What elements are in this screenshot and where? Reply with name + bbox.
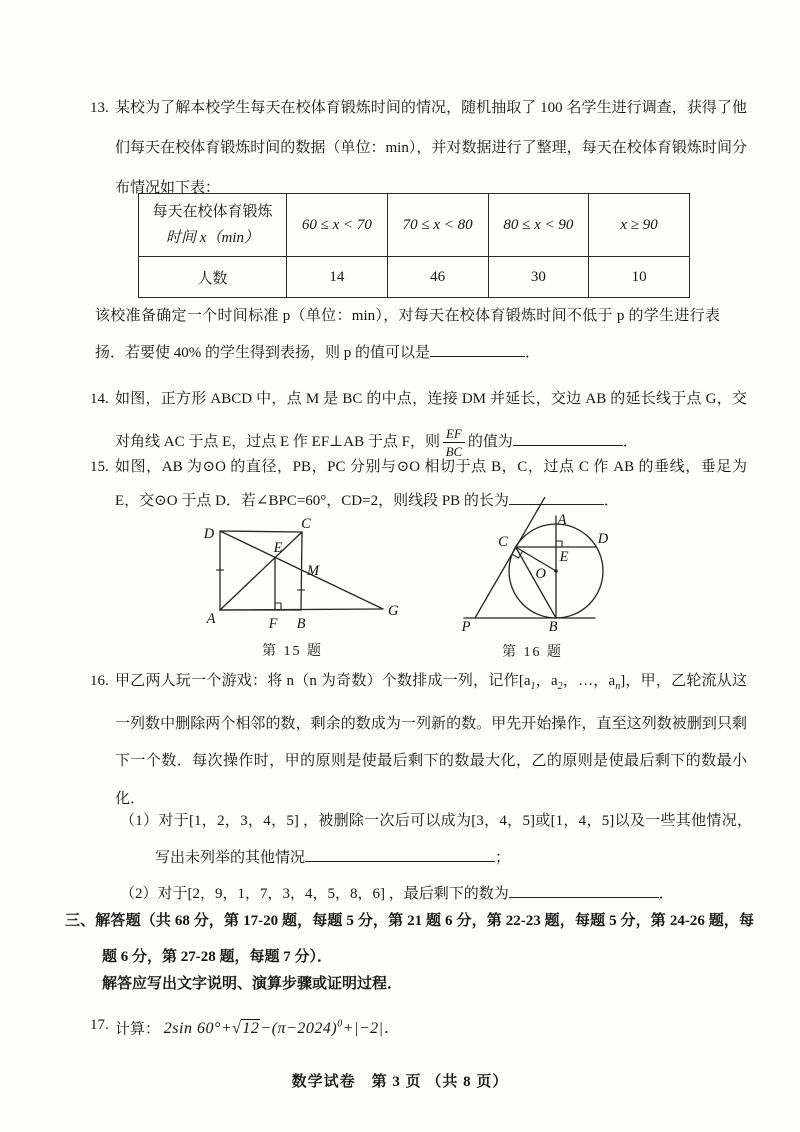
table-col-80-90: 80 ≤ x < 90: [488, 194, 589, 257]
question-16-number: 16.: [90, 673, 109, 689]
table-col-70-80: 70 ≤ x < 80: [387, 194, 488, 257]
q13-answer-blank: [430, 342, 525, 357]
question-14-text: 如图，正方形 ABCD 中，点 M 是 BC 的中点，连接 DM 并延长，交边 AB 的延长线于点 G，交对角线 AC 于点 E，过点 E 作 EF⊥AB 于点 F，则: [115, 391, 747, 450]
fig16-label-o: O: [535, 566, 546, 582]
q16-item2-blank: [509, 883, 659, 898]
figure-16-caption: 第 16 题: [502, 645, 563, 660]
question-17-expression: 2sin $60^\circ+√12-(\pi-2024)^0+|-2|$．: [163, 1019, 401, 1038]
figure-16: [450, 497, 615, 661]
table-data-row: [139, 257, 690, 298]
table-header-row: [139, 194, 690, 257]
page-footer: 数学试卷 第 3 页 （共 8 页）: [291, 1074, 509, 1090]
fig16-label-a: A: [557, 512, 567, 528]
question-16: [90, 663, 747, 818]
question-14-number: 14.: [90, 391, 109, 407]
question-13-number: 13.: [90, 100, 109, 116]
question-13: [90, 88, 747, 208]
figure-15-diagram: [185, 514, 400, 632]
question-16-item-1: （1）对于[1，2，3，4，5] ，被删除一次后可以成为[3，4，5]或[1，4，5]以及一些其他情况，写出未列举的其他情况 ；: [120, 813, 752, 866]
fig16-label-p: P: [461, 619, 471, 633]
table-val-2: 46: [387, 257, 488, 298]
fraction-ef-bc: $\frac{EF}{BC}$: [443, 426, 465, 459]
question-15: 15. 如图，AB 为⊙O 的直径，PB，PC 分别与⊙O 相切于点 B，C，过点 C 作 AB 的垂线，垂足为 E，交⊙O 于点 D．若∠BPC=60°，CD=2，则线段 PB 的长为 ．: [90, 450, 747, 518]
q14-answer-blank: [513, 431, 623, 446]
fig15-label-m: M: [307, 563, 320, 579]
fig15-label-g: G: [388, 603, 399, 619]
fig15-label-d: D: [203, 526, 215, 542]
question-13-text: 某校为了解本校学生每天在校体育锻炼时间的情况，随机抽取了 100 名学生进行调查，获得了他们每天在校体育锻炼时间的数据（单位：min），并对数据进行了整理，每天在校体育锻炼时间分布情况如下表：: [115, 100, 747, 196]
fig15-label-f: F: [268, 616, 278, 632]
question-17: [90, 1005, 747, 1049]
figure-15: [185, 514, 400, 660]
fig15-label-b: B: [296, 616, 306, 632]
question-17-label: 计算：: [115, 1021, 161, 1038]
question-17-number: 17.: [90, 1017, 109, 1033]
fig16-label-d: D: [597, 531, 609, 547]
figure-16-diagram: [450, 497, 615, 633]
fig15-label-e: E: [273, 540, 283, 556]
question-14: 14. 如图，正方形 ABCD 中，点 M 是 BC 的中点，连接 DM 并延长，交边 AB 的延长线于点 G，交对角线 AC 于点 E，过点 E 作 EF⊥AB 于点 F，则 $\frac{EF}{BC}$ 的值为 ．: [90, 378, 747, 464]
table-header-time: 每天在校体育锻炼 时间 x（min）: [139, 194, 287, 257]
table-val-3: 30: [488, 257, 589, 298]
q13-frequency-table: [138, 193, 690, 298]
question-15-text: 如图，AB 为⊙O 的直径，PB，PC 分别与⊙O 相切于点 B，C，过点 C 作 AB 的垂线，垂足为 E，交⊙O 于点 D．若∠BPC=60°，CD=2，则线段 PB 的长为: [115, 459, 747, 509]
section-3-note: 解答应写出文字说明、演算步骤或证明过程．: [102, 976, 403, 992]
fig15-label-a: A: [206, 611, 216, 627]
question-16-item-2: （2）对于[2，9，1，7，3，4，5，8，6] ，最后剩下的数为 ．: [120, 876, 717, 913]
table-col-90plus: x ≥ 90: [589, 194, 690, 257]
section-3-title: 三、解答题（共 68 分，第 17-20 题，每题 5 分，第 21 题 6 分，第 22-23 题，每题 5 分，第 24-26 题，每题 6 分，第 27-28 题，每题 7 分）．: [65, 913, 754, 965]
q16-item1-blank: [305, 847, 495, 862]
fig16-label-e: E: [559, 549, 569, 565]
sqrt-symbol: √12: [232, 1020, 260, 1038]
figure-15-caption: 第 15 题: [262, 644, 323, 659]
fig15-label-c: C: [301, 516, 311, 532]
table-val-1: 14: [287, 257, 388, 298]
question-15-number: 15.: [90, 459, 109, 475]
table-val-4: 10: [589, 257, 690, 298]
fig16-label-b: B: [548, 619, 558, 633]
table-row-label: 人数: [139, 257, 287, 298]
table-col-60-70: 60 ≤ x < 70: [287, 194, 388, 257]
question-13-note: 该校准备确定一个时间标准 p（单位：min），对每天在校体育锻炼时间不低于 p 的学生进行表扬．若要使 40% 的学生得到表扬，则 p 的值可以是 ．: [95, 308, 720, 361]
question-16-text: 甲乙两人玩一个游戏：将 n（n 为奇数）个数排成一列，记作[$a_1$，$a_2$，…，$a_n$]，甲，乙轮流从这一列数中删除两个相邻的数，剩余的数成为一列新的数。甲先开始操作，直至这列数被删到只剩下一个数．每次操作时，甲的原则是使最后剩下的数最大化，乙的原则是使最后剩下的数最小化．: [115, 673, 748, 807]
fig16-label-c: C: [498, 534, 508, 550]
